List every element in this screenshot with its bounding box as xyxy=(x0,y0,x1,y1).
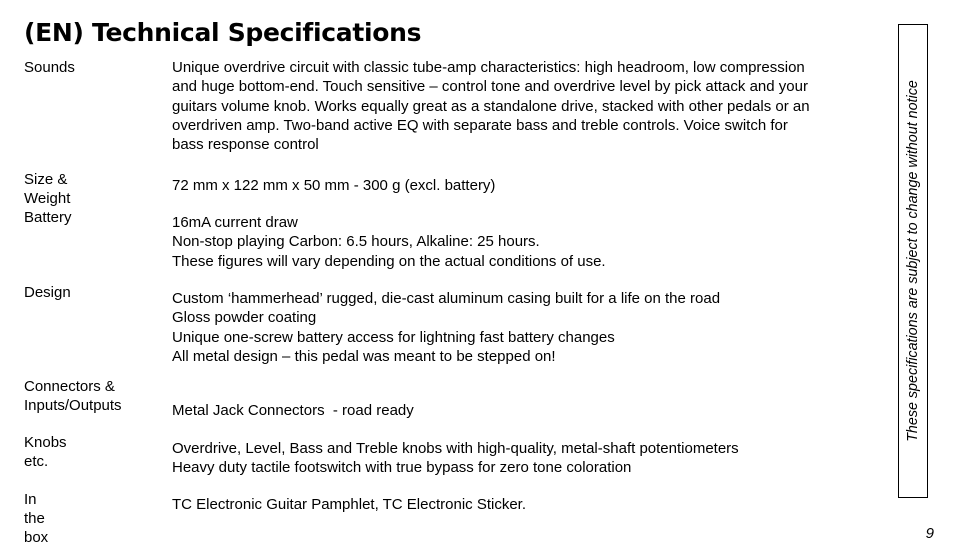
spec-label-sounds xyxy=(24,58,75,77)
spec-label-line: Battery xyxy=(24,209,72,226)
spec-value-line: 16mA current draw xyxy=(172,214,298,231)
spec-label-line: In the box xyxy=(24,491,49,546)
side-note-text: These specifications are subject to change without notice xyxy=(905,80,921,442)
spec-value-line: Unique overdrive circuit with classic tube-amp characteristics: high headroom, low compression xyxy=(172,59,805,76)
spec-label-connectors xyxy=(24,377,122,415)
spec-value-line: Metal Jack Connectors - road ready xyxy=(172,402,414,419)
page-number: 9 xyxy=(925,525,934,542)
spec-label-battery xyxy=(24,208,72,227)
spec-value-line: Heavy duty tactile footswitch with true bypass for zero tone coloration xyxy=(172,459,632,477)
spec-label-line: Design xyxy=(24,284,71,301)
spec-value-line: guitars volume knob. Works equally great as a standalone drive, stacked with other pedals or an xyxy=(172,97,810,115)
spec-label-line: Knobs etc. xyxy=(24,434,67,470)
spec-value-line: Custom ‘hammerhead’ rugged, die-cast aluminum casing built for a life on the road xyxy=(172,290,721,307)
spec-value-line: Non-stop playing Carbon: 6.5 hours, Alkaline: 25 hours. xyxy=(172,233,540,251)
spec-label-in-the-box xyxy=(24,490,48,547)
spec-value-size-weight xyxy=(172,176,897,195)
spec-value-line: bass response control xyxy=(172,136,319,154)
spec-label-line: Size & Weight xyxy=(24,171,71,207)
spec-value-knobs xyxy=(172,439,897,478)
side-note-box xyxy=(898,24,928,498)
spec-value-line: Overdrive, Level, Bass and Treble knobs with high-quality, metal-shaft potentiometers xyxy=(172,440,739,457)
spec-label-line: Connectors & xyxy=(24,378,115,395)
spec-label-line: Inputs/Outputs xyxy=(24,397,122,414)
page-title: (EN) Technical Specifications xyxy=(24,18,422,47)
spec-value-line: and huge bottom-end. Touch sensitive – control tone and overdrive level by pick attack and your xyxy=(172,78,808,96)
spec-value-line: Gloss powder coating xyxy=(172,309,317,327)
spec-value-battery xyxy=(172,213,897,271)
spec-label-line: Sounds xyxy=(24,59,75,76)
spec-label-size-weight xyxy=(24,170,70,208)
spec-value-in-the-box xyxy=(172,495,897,514)
spec-label-knobs xyxy=(24,433,67,471)
spec-label-design xyxy=(24,283,71,302)
spec-value-connectors xyxy=(172,401,897,420)
spec-value-line: overdriven amp. Two-band active EQ with separate bass and treble controls. Voice switch for xyxy=(172,116,788,134)
spec-value-line: Unique one-screw battery access for lightning fast battery changes xyxy=(172,328,615,346)
spec-value-line: These figures will vary depending on the actual conditions of use. xyxy=(172,252,606,270)
spec-value-design xyxy=(172,289,897,366)
spec-value-line: All metal design – this pedal was meant to be stepped on! xyxy=(172,347,556,365)
spec-value-sounds xyxy=(172,58,897,154)
spec-value-line: 72 mm x 122 mm x 50 mm - 300 g (excl. battery) xyxy=(172,177,496,194)
spec-value-line: TC Electronic Guitar Pamphlet, TC Electronic Sticker. xyxy=(172,496,527,513)
